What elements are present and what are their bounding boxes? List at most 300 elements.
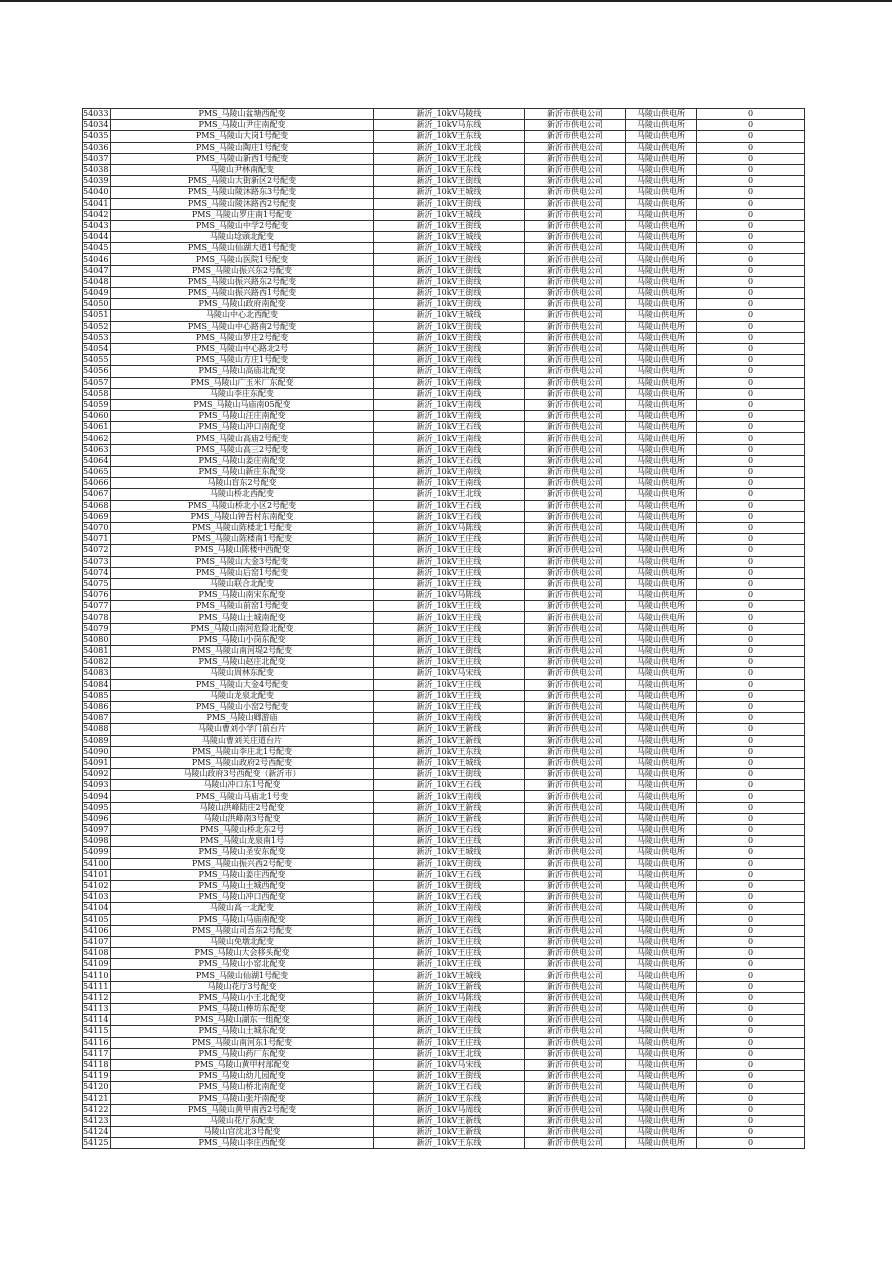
row-id-cell: 54073 <box>83 556 111 567</box>
company-cell: 新沂市供电公司 <box>525 769 626 780</box>
transformer-name-cell: PMS_马陵山姜庄西配变 <box>111 869 374 880</box>
table-row <box>83 220 805 231</box>
feeder-line-cell: 新沂_10kV王北线 <box>374 489 525 500</box>
table-row <box>83 880 805 891</box>
row-id-cell: 54051 <box>83 310 111 321</box>
row-id-cell: 54061 <box>83 422 111 433</box>
row-id-cell: 54048 <box>83 276 111 287</box>
value-cell: 0 <box>697 422 805 433</box>
transformer-name-cell: PMS_马陵山圣安东配变 <box>111 847 374 858</box>
company-cell: 新沂市供电公司 <box>525 802 626 813</box>
row-id-cell: 54053 <box>83 332 111 343</box>
row-id-cell: 54114 <box>83 1015 111 1026</box>
table-row <box>83 1015 805 1026</box>
station-cell: 马陵山供电所 <box>626 1037 697 1048</box>
table-row <box>83 724 805 735</box>
transformer-name-cell: PMS_马陵山大金4号配变 <box>111 679 374 690</box>
company-cell: 新沂市供电公司 <box>525 321 626 332</box>
table-row <box>83 1093 805 1104</box>
station-cell: 马陵山供电所 <box>626 825 697 836</box>
company-cell: 新沂市供电公司 <box>525 433 626 444</box>
feeder-line-cell: 新沂_10kV王街线 <box>374 254 525 265</box>
company-cell: 新沂市供电公司 <box>525 813 626 824</box>
company-cell: 新沂市供电公司 <box>525 265 626 276</box>
transformer-name-cell: PMS_马陵山马庙南配变 <box>111 914 374 925</box>
feeder-line-cell: 新沂_10kV王街线 <box>374 880 525 891</box>
station-cell: 马陵山供电所 <box>626 120 697 131</box>
feeder-line-cell: 新沂_10kV王石线 <box>374 925 525 936</box>
feeder-line-cell: 新沂_10kV马陈线 <box>374 590 525 601</box>
station-cell: 马陵山供电所 <box>626 981 697 992</box>
company-cell: 新沂市供电公司 <box>525 455 626 466</box>
feeder-line-cell: 新沂_10kV王街线 <box>374 220 525 231</box>
value-cell: 0 <box>697 1082 805 1093</box>
station-cell: 马陵山供电所 <box>626 892 697 903</box>
transformer-name-cell: PMS_马陵山土城西配变 <box>111 880 374 891</box>
value-cell: 0 <box>697 1138 805 1149</box>
feeder-line-cell: 新沂_10kV王石线 <box>374 892 525 903</box>
transformer-name-cell: PMS_马陵山赵庄北配变 <box>111 657 374 668</box>
table-row <box>83 623 805 634</box>
table-row <box>83 802 805 813</box>
row-id-cell: 54109 <box>83 959 111 970</box>
value-cell: 0 <box>697 701 805 712</box>
table-row <box>83 769 805 780</box>
table-row <box>83 500 805 511</box>
value-cell: 0 <box>697 220 805 231</box>
row-id-cell: 54097 <box>83 825 111 836</box>
table-row <box>83 847 805 858</box>
feeder-line-cell: 新沂_10kV王庄线 <box>374 679 525 690</box>
station-cell: 马陵山供电所 <box>626 925 697 936</box>
table-row <box>83 131 805 142</box>
company-cell: 新沂市供电公司 <box>525 422 626 433</box>
transformer-name-cell: PMS_马陵山马庙北1号变 <box>111 791 374 802</box>
transformer-name-cell: PMS_马陵山汪庄南配变 <box>111 411 374 422</box>
row-id-cell: 54046 <box>83 254 111 265</box>
station-cell: 马陵山供电所 <box>626 366 697 377</box>
station-cell: 马陵山供电所 <box>626 467 697 478</box>
value-cell: 0 <box>697 858 805 869</box>
company-cell: 新沂市供电公司 <box>525 981 626 992</box>
feeder-line-cell: 新沂_10kV马宋线 <box>374 668 525 679</box>
feeder-line-cell: 新沂_10kV王城线 <box>374 243 525 254</box>
table-row <box>83 578 805 589</box>
feeder-line-cell: 新沂_10kV王东线 <box>374 1093 525 1104</box>
company-cell: 新沂市供电公司 <box>525 187 626 198</box>
value-cell: 0 <box>697 377 805 388</box>
transformer-name-cell: PMS_马陵山南河堤2号配变 <box>111 646 374 657</box>
transformer-name-cell: PMS_马陵山中心路南2号配变 <box>111 321 374 332</box>
company-cell: 新沂市供电公司 <box>525 623 626 634</box>
table-row <box>83 612 805 623</box>
value-cell: 0 <box>697 265 805 276</box>
row-id-cell: 54099 <box>83 847 111 858</box>
value-cell: 0 <box>697 959 805 970</box>
value-cell: 0 <box>697 914 805 925</box>
value-cell: 0 <box>697 310 805 321</box>
transformer-name-cell: PMS_马陵山桥北东2号 <box>111 825 374 836</box>
company-cell: 新沂市供电公司 <box>525 567 626 578</box>
feeder-line-cell: 新沂_10kV王南线 <box>374 366 525 377</box>
station-cell: 马陵山供电所 <box>626 209 697 220</box>
station-cell: 马陵山供电所 <box>626 780 697 791</box>
row-id-cell: 54115 <box>83 1026 111 1037</box>
company-cell: 新沂市供电公司 <box>525 780 626 791</box>
value-cell: 0 <box>697 355 805 366</box>
company-cell: 新沂市供电公司 <box>525 254 626 265</box>
transformer-name-cell: PMS_马陵山卿游庙 <box>111 713 374 724</box>
transformer-name-cell: PMS_马陵山大会移头配变 <box>111 948 374 959</box>
company-cell: 新沂市供电公司 <box>525 1115 626 1126</box>
company-cell: 新沂市供电公司 <box>525 679 626 690</box>
feeder-line-cell: 新沂_10kV王街线 <box>374 176 525 187</box>
transformer-name-cell: 马陵山中心北西配变 <box>111 310 374 321</box>
company-cell: 新沂市供电公司 <box>525 343 626 354</box>
table-row <box>83 825 805 836</box>
row-id-cell: 54105 <box>83 914 111 925</box>
transformer-name-cell: 马陵山免墩北配变 <box>111 936 374 947</box>
table-row <box>83 657 805 668</box>
transformer-name-cell: 马陵山高一北配变 <box>111 903 374 914</box>
station-cell: 马陵山供电所 <box>626 321 697 332</box>
feeder-line-cell: 新沂_10kV王街线 <box>374 343 525 354</box>
feeder-line-cell: 新沂_10kV王石线 <box>374 869 525 880</box>
table-row <box>83 388 805 399</box>
company-cell: 新沂市供电公司 <box>525 489 626 500</box>
feeder-line-cell: 新沂_10kV马陈线 <box>374 522 525 533</box>
table-row <box>83 209 805 220</box>
table-row <box>83 511 805 522</box>
row-id-cell: 54108 <box>83 948 111 959</box>
value-cell: 0 <box>697 590 805 601</box>
value-cell: 0 <box>697 925 805 936</box>
transformer-name-cell: 马陵山龙泉北配变 <box>111 690 374 701</box>
transformer-name-cell: PMS_马陵山仙湖1号配变 <box>111 970 374 981</box>
table-row <box>83 478 805 489</box>
company-cell: 新沂市供电公司 <box>525 791 626 802</box>
transformer-name-cell: PMS_马陵山陈楼中西配变 <box>111 545 374 556</box>
row-id-cell: 54117 <box>83 1048 111 1059</box>
station-cell: 马陵山供电所 <box>626 444 697 455</box>
value-cell: 0 <box>697 455 805 466</box>
table-row <box>83 232 805 243</box>
station-cell: 马陵山供电所 <box>626 690 697 701</box>
table-row <box>83 332 805 343</box>
table-row <box>83 243 805 254</box>
station-cell: 马陵山供电所 <box>626 511 697 522</box>
table-row <box>83 522 805 533</box>
value-cell: 0 <box>697 746 805 757</box>
table-row <box>83 713 805 724</box>
transformer-name-cell: PMS_马陵山张圩南配变 <box>111 1093 374 1104</box>
transformer-name-cell: PMS_马陵山钟吾村东南配变 <box>111 511 374 522</box>
table-row <box>83 925 805 936</box>
station-cell: 马陵山供电所 <box>626 455 697 466</box>
table-row <box>83 164 805 175</box>
feeder-line-cell: 新沂_10kV王东线 <box>374 131 525 142</box>
feeder-line-cell: 新沂_10kV王城线 <box>374 310 525 321</box>
transformer-name-cell: 马陵山尹林南配变 <box>111 164 374 175</box>
value-cell: 0 <box>697 556 805 567</box>
feeder-line-cell: 新沂_10kV王城线 <box>374 209 525 220</box>
row-id-cell: 54107 <box>83 936 111 947</box>
table-row <box>83 299 805 310</box>
station-cell: 马陵山供电所 <box>626 601 697 612</box>
row-id-cell: 54090 <box>83 746 111 757</box>
page-top-border <box>0 0 892 2</box>
row-id-cell: 54088 <box>83 724 111 735</box>
transformer-name-cell: PMS_马陵山陵沐路东3号配变 <box>111 187 374 198</box>
value-cell: 0 <box>697 153 805 164</box>
row-id-cell: 54110 <box>83 970 111 981</box>
value-cell: 0 <box>697 847 805 858</box>
value-cell: 0 <box>697 1115 805 1126</box>
value-cell: 0 <box>697 164 805 175</box>
station-cell: 马陵山供电所 <box>626 713 697 724</box>
company-cell: 新沂市供电公司 <box>525 668 626 679</box>
value-cell: 0 <box>697 1026 805 1037</box>
value-cell: 0 <box>697 209 805 220</box>
table-row <box>83 321 805 332</box>
value-cell: 0 <box>697 634 805 645</box>
company-cell: 新沂市供电公司 <box>525 690 626 701</box>
transformer-name-cell: PMS_马陵山陶庄1号配变 <box>111 142 374 153</box>
feeder-line-cell: 新沂_10kV王街线 <box>374 321 525 332</box>
table-row <box>83 914 805 925</box>
company-cell: 新沂市供电公司 <box>525 366 626 377</box>
station-cell: 马陵山供电所 <box>626 142 697 153</box>
station-cell: 马陵山供电所 <box>626 612 697 623</box>
company-cell: 新沂市供电公司 <box>525 545 626 556</box>
table-row <box>83 355 805 366</box>
feeder-line-cell: 新沂_10kV王新线 <box>374 1127 525 1138</box>
table-row <box>83 746 805 757</box>
transformer-name-cell: PMS_马陵山高庙2号配变 <box>111 433 374 444</box>
table-row <box>83 1071 805 1082</box>
station-cell: 马陵山供电所 <box>626 310 697 321</box>
value-cell: 0 <box>697 690 805 701</box>
value-cell: 0 <box>697 511 805 522</box>
value-cell: 0 <box>697 254 805 265</box>
value-cell: 0 <box>697 388 805 399</box>
row-id-cell: 54101 <box>83 869 111 880</box>
transformer-name-cell: PMS_马陵山湖东一组配变 <box>111 1015 374 1026</box>
row-id-cell: 54067 <box>83 489 111 500</box>
station-cell: 马陵山供电所 <box>626 657 697 668</box>
company-cell: 新沂市供电公司 <box>525 992 626 1003</box>
value-cell: 0 <box>697 903 805 914</box>
value-cell: 0 <box>697 411 805 422</box>
transformer-name-cell: 马陵山桥北西配变 <box>111 489 374 500</box>
feeder-line-cell: 新沂_10kV王石线 <box>374 455 525 466</box>
row-id-cell: 54098 <box>83 836 111 847</box>
value-cell: 0 <box>697 109 805 120</box>
company-cell: 新沂市供电公司 <box>525 701 626 712</box>
feeder-line-cell: 新沂_10kV王街线 <box>374 198 525 209</box>
table-row <box>83 187 805 198</box>
table-row <box>83 780 805 791</box>
table-row <box>83 254 805 265</box>
feeder-line-cell: 新沂_10kV王南线 <box>374 791 525 802</box>
transformer-name-cell: PMS_马陵山小岗东配变 <box>111 634 374 645</box>
transformer-name-cell: PMS_马陵山陈楼北1号配变 <box>111 522 374 533</box>
company-cell: 新沂市供电公司 <box>525 1015 626 1026</box>
transformer-name-cell: PMS_马陵山黄甲村部配变 <box>111 1059 374 1070</box>
transformer-name-cell: PMS_马陵山振兴路西1号配变 <box>111 288 374 299</box>
station-cell: 马陵山供电所 <box>626 276 697 287</box>
table-row <box>83 1082 805 1093</box>
value-cell: 0 <box>697 813 805 824</box>
transformer-name-cell: PMS_马陵山尹庄南配变 <box>111 120 374 131</box>
transformer-name-cell: PMS_马陵山桥北南配变 <box>111 1082 374 1093</box>
company-cell: 新沂市供电公司 <box>525 757 626 768</box>
company-cell: 新沂市供电公司 <box>525 847 626 858</box>
value-cell: 0 <box>697 679 805 690</box>
table-row <box>83 567 805 578</box>
row-id-cell: 54034 <box>83 120 111 131</box>
company-cell: 新沂市供电公司 <box>525 1004 626 1015</box>
table-row <box>83 265 805 276</box>
table-row <box>83 556 805 567</box>
station-cell: 马陵山供电所 <box>626 1026 697 1037</box>
company-cell: 新沂市供电公司 <box>525 1104 626 1115</box>
row-id-cell: 54063 <box>83 444 111 455</box>
feeder-line-cell: 新沂_10kV王南线 <box>374 478 525 489</box>
company-cell: 新沂市供电公司 <box>525 903 626 914</box>
station-cell: 马陵山供电所 <box>626 791 697 802</box>
table-row <box>83 1127 805 1138</box>
company-cell: 新沂市供电公司 <box>525 1082 626 1093</box>
transformer-name-cell: PMS_马陵山大岗1号配变 <box>111 131 374 142</box>
value-cell: 0 <box>697 444 805 455</box>
table-row <box>83 948 805 959</box>
feeder-line-cell: 新沂_10kV王石线 <box>374 825 525 836</box>
value-cell: 0 <box>697 601 805 612</box>
table-row <box>83 735 805 746</box>
value-cell: 0 <box>697 1004 805 1015</box>
station-cell: 马陵山供电所 <box>626 858 697 869</box>
feeder-line-cell: 新沂_10kV王庄线 <box>374 836 525 847</box>
table-row <box>83 791 805 802</box>
table-row <box>83 109 805 120</box>
feeder-line-cell: 新沂_10kV王庄线 <box>374 601 525 612</box>
station-cell: 马陵山供电所 <box>626 880 697 891</box>
transformer-name-cell: PMS_马陵山高庙北配变 <box>111 366 374 377</box>
feeder-line-cell: 新沂_10kV王庄线 <box>374 623 525 634</box>
feeder-line-cell: 新沂_10kV马周线 <box>374 1104 525 1115</box>
station-cell: 马陵山供电所 <box>626 936 697 947</box>
feeder-line-cell: 新沂_10kV王庄线 <box>374 1037 525 1048</box>
value-cell: 0 <box>697 981 805 992</box>
table-row <box>83 1059 805 1070</box>
station-cell: 马陵山供电所 <box>626 836 697 847</box>
company-cell: 新沂市供电公司 <box>525 746 626 757</box>
station-cell: 马陵山供电所 <box>626 433 697 444</box>
value-cell: 0 <box>697 343 805 354</box>
company-cell: 新沂市供电公司 <box>525 1071 626 1082</box>
value-cell: 0 <box>697 713 805 724</box>
row-id-cell: 54058 <box>83 388 111 399</box>
company-cell: 新沂市供电公司 <box>525 500 626 511</box>
table-row <box>83 377 805 388</box>
row-id-cell: 54055 <box>83 355 111 366</box>
company-cell: 新沂市供电公司 <box>525 948 626 959</box>
company-cell: 新沂市供电公司 <box>525 142 626 153</box>
station-cell: 马陵山供电所 <box>626 1059 697 1070</box>
transformer-name-cell: PMS_马陵山姜庄南配变 <box>111 455 374 466</box>
transformer-name-cell: PMS_马陵山小窑2号配变 <box>111 701 374 712</box>
value-cell: 0 <box>697 623 805 634</box>
table-row <box>83 1138 805 1149</box>
company-cell: 新沂市供电公司 <box>525 522 626 533</box>
transformer-name-cell: PMS_马陵山冲口西配变 <box>111 892 374 903</box>
station-cell: 马陵山供电所 <box>626 355 697 366</box>
table-row <box>83 489 805 500</box>
company-cell: 新沂市供电公司 <box>525 109 626 120</box>
transformer-name-cell: PMS_马陵山陈楼南1号配变 <box>111 534 374 545</box>
value-cell: 0 <box>697 243 805 254</box>
table-row <box>83 858 805 869</box>
feeder-line-cell: 新沂_10kV王新线 <box>374 724 525 735</box>
transformer-name-cell: PMS_马陵山黄甲南西2号配变 <box>111 1104 374 1115</box>
value-cell: 0 <box>697 948 805 959</box>
value-cell: 0 <box>697 176 805 187</box>
value-cell: 0 <box>697 545 805 556</box>
table-row <box>83 545 805 556</box>
transformer-name-cell: PMS_马陵山小窑北配变 <box>111 959 374 970</box>
row-id-cell: 54080 <box>83 634 111 645</box>
value-cell: 0 <box>697 970 805 981</box>
company-cell: 新沂市供电公司 <box>525 959 626 970</box>
row-id-cell: 54085 <box>83 690 111 701</box>
feeder-line-cell: 新沂_10kV王城线 <box>374 847 525 858</box>
value-cell: 0 <box>697 120 805 131</box>
transformer-name-cell: 马陵山李庄东配变 <box>111 388 374 399</box>
company-cell: 新沂市供电公司 <box>525 153 626 164</box>
feeder-line-cell: 新沂_10kV王庄线 <box>374 701 525 712</box>
table-row <box>83 981 805 992</box>
table-row <box>83 634 805 645</box>
row-id-cell: 54049 <box>83 288 111 299</box>
table-row <box>83 399 805 410</box>
transformer-name-cell: PMS_马陵山高三2号配变 <box>111 444 374 455</box>
transformer-name-cell: PMS_马陵山医院1号配变 <box>111 254 374 265</box>
table-row <box>83 276 805 287</box>
feeder-line-cell: 新沂_10kV马陈线 <box>374 992 525 1003</box>
table-row <box>83 1104 805 1115</box>
feeder-line-cell: 新沂_10kV王街线 <box>374 1071 525 1082</box>
feeder-line-cell: 新沂_10kV王庄线 <box>374 578 525 589</box>
station-cell: 马陵山供电所 <box>626 701 697 712</box>
value-cell: 0 <box>697 646 805 657</box>
station-cell: 马陵山供电所 <box>626 164 697 175</box>
row-id-cell: 54112 <box>83 992 111 1003</box>
row-id-cell: 54075 <box>83 578 111 589</box>
row-id-cell: 54042 <box>83 209 111 220</box>
company-cell: 新沂市供电公司 <box>525 925 626 936</box>
feeder-line-cell: 新沂_10kV王庄线 <box>374 936 525 947</box>
station-cell: 马陵山供电所 <box>626 903 697 914</box>
row-id-cell: 54082 <box>83 657 111 668</box>
transformer-name-cell: PMS_马陵山盆塘西配变 <box>111 109 374 120</box>
row-id-cell: 54050 <box>83 299 111 310</box>
company-cell: 新沂市供电公司 <box>525 735 626 746</box>
row-id-cell: 54052 <box>83 321 111 332</box>
table-row <box>83 455 805 466</box>
transformer-name-cell: PMS_马陵山仙湖大道1号配变 <box>111 243 374 254</box>
transformer-name-cell: 马陵山花厅东配变 <box>111 1115 374 1126</box>
